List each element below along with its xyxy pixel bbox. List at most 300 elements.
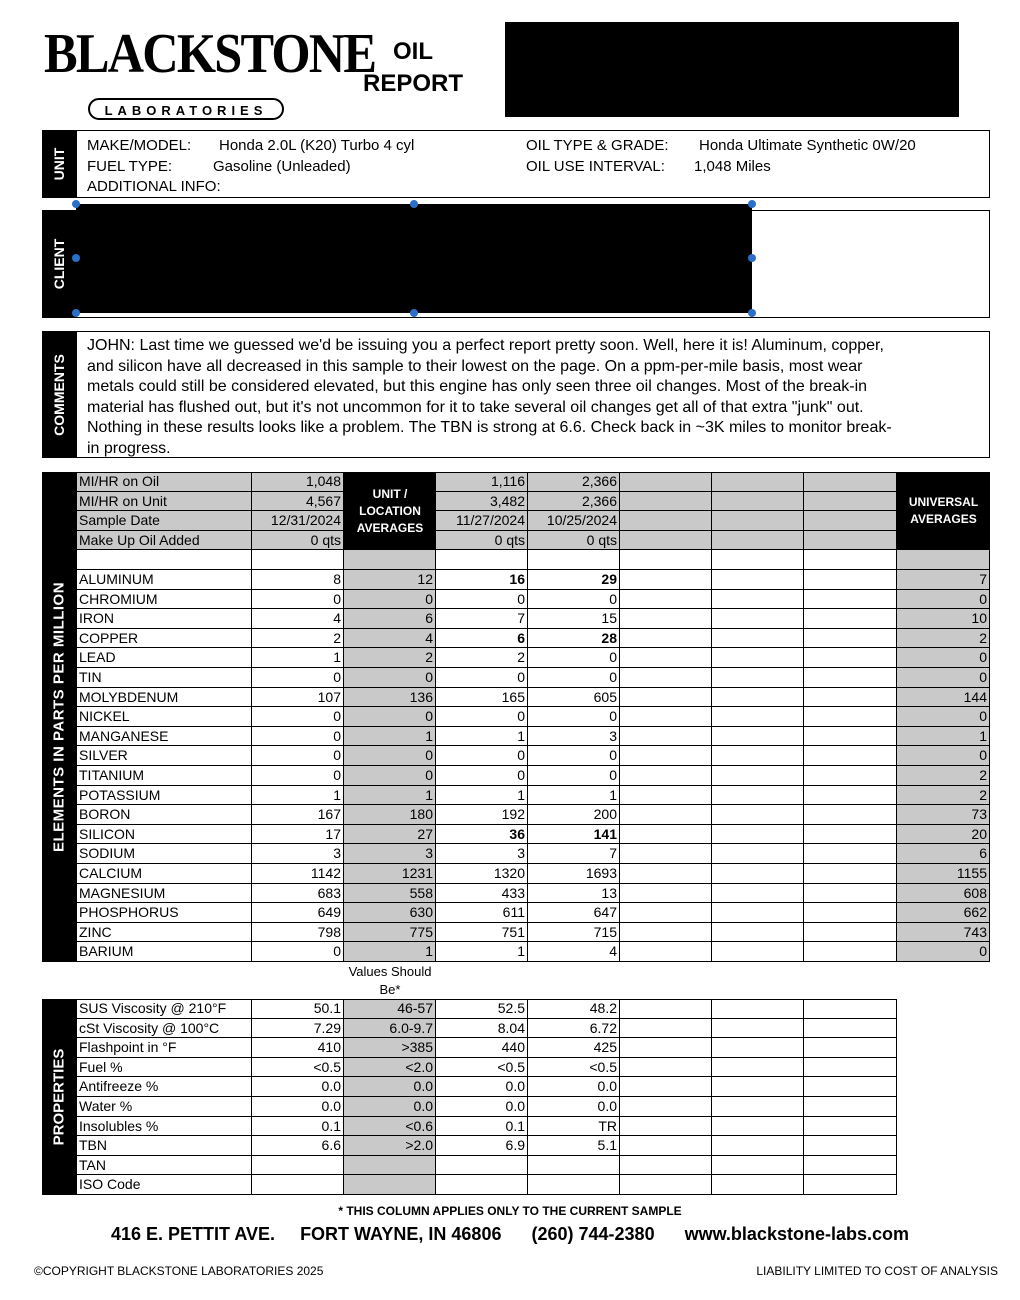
element-universal-average: 608 — [897, 884, 990, 904]
footer-contact — [0, 1224, 1020, 1245]
oil-type-value: Honda Ultimate Synthetic 0W/20 — [699, 137, 916, 154]
element-unit-average: 1 — [344, 786, 436, 806]
element-empty-cell — [620, 923, 712, 943]
property-empty-cell — [620, 999, 712, 1019]
element-current-sample: 683 — [252, 884, 344, 904]
property-should-be: 46-57 — [344, 999, 436, 1019]
element-sample-3: 13 — [528, 884, 620, 904]
element-empty-cell — [712, 648, 804, 668]
info-empty-cell — [620, 511, 712, 531]
redacted-header-block — [505, 22, 959, 117]
info-current-sample: 12/31/2024 — [252, 511, 344, 531]
property-should-be: >385 — [344, 1038, 436, 1058]
element-universal-average: 7 — [897, 570, 990, 590]
element-current-sample: 1 — [252, 786, 344, 806]
element-unit-average: 1 — [344, 942, 436, 962]
property-empty-cell — [804, 1117, 897, 1137]
property-empty-cell — [804, 1038, 897, 1058]
property-sample-3: 48.2 — [528, 999, 620, 1019]
property-sample-2 — [436, 1175, 528, 1195]
element-unit-average: 558 — [344, 884, 436, 904]
element-empty-cell — [804, 727, 897, 747]
element-empty-cell — [712, 668, 804, 688]
element-sample-3: 605 — [528, 688, 620, 708]
element-empty-cell — [712, 688, 804, 708]
element-universal-average: 20 — [897, 825, 990, 845]
element-name: BARIUM — [76, 942, 252, 962]
element-empty-cell — [712, 903, 804, 923]
comments-text: JOHN: Last time we guessed we'd be issuing you a perfect report pretty soon. Well, here it is! Aluminum, copper, and silicon have all decreased in this sample to their lowest on the page. On a ppm-per-mile basis, most wear metals could still be considered elevated, but this engine has only seen three oil changes. Most of the break-in material has flushed out, but it's not uncommon for it to take several oil changes get all of that extra "junk" out. Nothing in these results looks like a problem. The TBN is strong at 6.6. Check back in ~3K miles to monitor break-in progress. — [87, 337, 892, 457]
element-current-sample: 1142 — [252, 864, 344, 884]
element-name: TITANIUM — [76, 766, 252, 786]
element-universal-average: 0 — [897, 648, 990, 668]
element-unit-average: 180 — [344, 805, 436, 825]
spacer-cell — [712, 550, 804, 570]
element-sample-2: 611 — [436, 903, 528, 923]
spacer-cell — [897, 550, 990, 570]
resize-handle-mr[interactable] — [748, 254, 756, 262]
element-sample-3: 0 — [528, 590, 620, 610]
footer-phone: (260) 744-2380 — [531, 1224, 655, 1244]
footer-note: * THIS COLUMN APPLIES ONLY TO THE CURRENT SAMPLE — [338, 1204, 682, 1218]
element-current-sample: 0 — [252, 707, 344, 727]
property-current-sample: 410 — [252, 1038, 344, 1058]
element-empty-cell — [712, 609, 804, 629]
footer-copyright: ©COPYRIGHT BLACKSTONE LABORATORIES 2025 — [34, 1264, 324, 1278]
element-sample-3: 0 — [528, 668, 620, 688]
property-empty-cell — [712, 1136, 804, 1156]
element-sample-2: 16 — [436, 570, 528, 590]
element-empty-cell — [712, 570, 804, 590]
unit-location-averages-header: UNIT / LOCATION AVERAGES — [344, 472, 436, 550]
comments-section-label: COMMENTS — [42, 331, 76, 458]
info-sample-3: 0 qts — [528, 531, 620, 551]
resize-handle-tc[interactable] — [410, 200, 418, 208]
property-name: Flashpoint in °F — [76, 1038, 252, 1058]
property-should-be: 0.0 — [344, 1077, 436, 1097]
element-unit-average: 0 — [344, 668, 436, 688]
property-empty-cell — [712, 1156, 804, 1176]
element-sample-2: 7 — [436, 609, 528, 629]
property-sample-3: 0.0 — [528, 1077, 620, 1097]
element-empty-cell — [712, 590, 804, 610]
info-row-label: Make Up Oil Added — [76, 531, 252, 551]
property-name: Water % — [76, 1097, 252, 1117]
element-empty-cell — [804, 903, 897, 923]
element-universal-average: 10 — [897, 609, 990, 629]
element-universal-average: 2 — [897, 766, 990, 786]
property-empty-cell — [712, 1038, 804, 1058]
property-current-sample: 0.0 — [252, 1097, 344, 1117]
property-sample-3: 0.0 — [528, 1097, 620, 1117]
element-name: MOLYBDENUM — [76, 688, 252, 708]
element-empty-cell — [620, 570, 712, 590]
element-empty-cell — [712, 746, 804, 766]
info-sample-2: 3,482 — [436, 492, 528, 512]
oil-interval-value: 1,048 Miles — [694, 157, 771, 175]
info-sample-2: 1,116 — [436, 472, 528, 492]
element-name: IRON — [76, 609, 252, 629]
property-sample-2: 6.9 — [436, 1136, 528, 1156]
element-sample-3: 15 — [528, 609, 620, 629]
element-empty-cell — [620, 884, 712, 904]
redacted-client-block[interactable] — [76, 204, 752, 313]
element-name: CHROMIUM — [76, 590, 252, 610]
element-empty-cell — [804, 766, 897, 786]
property-name: Antifreeze % — [76, 1077, 252, 1097]
footer-address: 416 E. PETTIT AVE. — [110, 1224, 276, 1244]
element-sample-2: 165 — [436, 688, 528, 708]
element-empty-cell — [620, 629, 712, 649]
report-title-line1: OIL — [393, 38, 433, 65]
element-empty-cell — [620, 786, 712, 806]
element-name: CALCIUM — [76, 864, 252, 884]
element-empty-cell — [804, 629, 897, 649]
info-empty-cell — [804, 531, 897, 551]
element-sample-3: 0 — [528, 746, 620, 766]
footer-city: FORT WAYNE, IN 46806 — [300, 1224, 502, 1244]
property-empty-cell — [804, 999, 897, 1019]
element-sample-3: 647 — [528, 903, 620, 923]
property-current-sample: 50.1 — [252, 999, 344, 1019]
property-empty-cell — [620, 1156, 712, 1176]
property-empty-cell — [712, 1077, 804, 1097]
property-empty-cell — [620, 1175, 712, 1195]
footer-website[interactable]: www.blackstone-labs.com — [684, 1224, 909, 1244]
property-should-be: <2.0 — [344, 1058, 436, 1078]
info-empty-cell — [620, 472, 712, 492]
oil-interval-label: OIL USE INTERVAL: — [526, 157, 665, 175]
property-sample-2: 8.04 — [436, 1019, 528, 1039]
property-empty-cell — [712, 1117, 804, 1137]
element-sample-3: 7 — [528, 844, 620, 864]
footer-liability: LIABILITY LIMITED TO COST OF ANALYSIS — [756, 1264, 998, 1278]
element-empty-cell — [804, 707, 897, 727]
property-empty-cell — [712, 1019, 804, 1039]
element-empty-cell — [620, 746, 712, 766]
logo-wordmark: BLACKSTONE — [44, 23, 376, 85]
element-universal-average: 2 — [897, 629, 990, 649]
property-should-be — [344, 1175, 436, 1195]
property-sample-3: 6.72 — [528, 1019, 620, 1039]
element-sample-2: 0 — [436, 668, 528, 688]
element-name: TIN — [76, 668, 252, 688]
spacer-cell — [528, 550, 620, 570]
property-empty-cell — [804, 1077, 897, 1097]
element-empty-cell — [804, 609, 897, 629]
property-name: SUS Viscosity @ 210°F — [76, 999, 252, 1019]
element-sample-3: 4 — [528, 942, 620, 962]
element-unit-average: 6 — [344, 609, 436, 629]
element-sample-2: 192 — [436, 805, 528, 825]
unit-left-column — [87, 136, 414, 198]
element-sample-2: 6 — [436, 629, 528, 649]
info-sample-3: 2,366 — [528, 472, 620, 492]
element-unit-average: 1231 — [344, 864, 436, 884]
element-name: ALUMINUM — [76, 570, 252, 590]
element-empty-cell — [804, 688, 897, 708]
property-empty-cell — [620, 1038, 712, 1058]
element-empty-cell — [620, 590, 712, 610]
element-empty-cell — [712, 805, 804, 825]
property-empty-cell — [804, 1156, 897, 1176]
element-name: MAGNESIUM — [76, 884, 252, 904]
element-name: NICKEL — [76, 707, 252, 727]
element-sample-3: 0 — [528, 707, 620, 727]
element-name: LEAD — [76, 648, 252, 668]
element-empty-cell — [804, 844, 897, 864]
info-sample-2: 0 qts — [436, 531, 528, 551]
property-empty-cell — [620, 1136, 712, 1156]
property-empty-cell — [620, 1058, 712, 1078]
client-section-label: CLIENT — [42, 210, 76, 318]
element-current-sample: 8 — [252, 570, 344, 590]
element-sample-2: 1 — [436, 942, 528, 962]
element-empty-cell — [620, 864, 712, 884]
property-empty-cell — [804, 1097, 897, 1117]
element-empty-cell — [804, 590, 897, 610]
info-current-sample: 0 qts — [252, 531, 344, 551]
element-universal-average: 1155 — [897, 864, 990, 884]
property-empty-cell — [620, 1117, 712, 1137]
element-unit-average: 4 — [344, 629, 436, 649]
property-name: TAN — [76, 1156, 252, 1176]
property-empty-cell — [804, 1136, 897, 1156]
make-model-value: Honda 2.0L (K20) Turbo 4 cyl — [219, 137, 415, 154]
element-universal-average: 0 — [897, 668, 990, 688]
unit-right-column — [526, 136, 916, 177]
info-current-sample: 1,048 — [252, 472, 344, 492]
info-empty-cell — [804, 492, 897, 512]
report-title-line2: REPORT — [362, 70, 463, 97]
element-empty-cell — [804, 786, 897, 806]
element-empty-cell — [620, 766, 712, 786]
element-current-sample: 17 — [252, 825, 344, 845]
resize-handle-bl[interactable] — [72, 309, 80, 317]
info-row-label: MI/HR on Oil — [76, 472, 252, 492]
element-sample-2: 0 — [436, 707, 528, 727]
property-sample-2: <0.5 — [436, 1058, 528, 1078]
element-empty-cell — [804, 570, 897, 590]
spacer-cell — [804, 550, 897, 570]
element-universal-average: 6 — [897, 844, 990, 864]
element-empty-cell — [804, 825, 897, 845]
property-empty-cell — [804, 1175, 897, 1195]
element-name: SILICON — [76, 825, 252, 845]
element-universal-average: 0 — [897, 746, 990, 766]
element-empty-cell — [620, 688, 712, 708]
element-empty-cell — [620, 903, 712, 923]
property-name: cSt Viscosity @ 100°C — [76, 1019, 252, 1039]
element-sample-2: 433 — [436, 884, 528, 904]
property-current-sample: 0.1 — [252, 1117, 344, 1137]
spacer-cell — [252, 550, 344, 570]
element-unit-average: 0 — [344, 707, 436, 727]
element-empty-cell — [620, 609, 712, 629]
info-sample-2: 11/27/2024 — [436, 511, 528, 531]
make-model-label: MAKE/MODEL: — [87, 137, 192, 154]
property-empty-cell — [804, 1019, 897, 1039]
element-sample-3: 28 — [528, 629, 620, 649]
element-empty-cell — [712, 766, 804, 786]
property-sample-2: 52.5 — [436, 999, 528, 1019]
property-empty-cell — [712, 999, 804, 1019]
property-sample-3: 5.1 — [528, 1136, 620, 1156]
elements-section-label: ELEMENTS IN PARTS PER MILLION — [42, 472, 76, 962]
property-should-be: 0.0 — [344, 1097, 436, 1117]
property-name: TBN — [76, 1136, 252, 1156]
element-name: SODIUM — [76, 844, 252, 864]
element-current-sample: 2 — [252, 629, 344, 649]
element-empty-cell — [620, 727, 712, 747]
resize-handle-ml[interactable] — [72, 254, 80, 262]
element-current-sample: 0 — [252, 590, 344, 610]
unit-section-label: UNIT — [42, 130, 76, 198]
property-name: Fuel % — [76, 1058, 252, 1078]
element-name: ZINC — [76, 923, 252, 943]
element-empty-cell — [804, 746, 897, 766]
oil-type-label: OIL TYPE & GRADE: — [526, 137, 669, 154]
element-unit-average: 1 — [344, 727, 436, 747]
element-current-sample: 167 — [252, 805, 344, 825]
info-empty-cell — [620, 531, 712, 551]
element-empty-cell — [712, 786, 804, 806]
element-sample-2: 2 — [436, 648, 528, 668]
info-current-sample: 4,567 — [252, 492, 344, 512]
element-empty-cell — [804, 884, 897, 904]
element-unit-average: 0 — [344, 766, 436, 786]
element-name: PHOSPHORUS — [76, 903, 252, 923]
property-sample-2 — [436, 1156, 528, 1176]
element-sample-3: 200 — [528, 805, 620, 825]
element-sample-3: 141 — [528, 825, 620, 845]
element-unit-average: 3 — [344, 844, 436, 864]
property-sample-3: TR — [528, 1117, 620, 1137]
element-current-sample: 0 — [252, 746, 344, 766]
element-empty-cell — [804, 923, 897, 943]
info-empty-cell — [712, 492, 804, 512]
element-sample-2: 1 — [436, 727, 528, 747]
element-universal-average: 144 — [897, 688, 990, 708]
element-sample-2: 0 — [436, 766, 528, 786]
element-sample-3: 715 — [528, 923, 620, 943]
property-empty-cell — [620, 1097, 712, 1117]
element-unit-average: 630 — [344, 903, 436, 923]
property-empty-cell — [620, 1077, 712, 1097]
element-universal-average: 1 — [897, 727, 990, 747]
properties-section-label: PROPERTIES — [42, 999, 76, 1195]
element-empty-cell — [712, 825, 804, 845]
fuel-type-value: Gasoline (Unleaded) — [213, 157, 351, 175]
resize-handle-tl[interactable] — [72, 200, 80, 208]
element-empty-cell — [712, 884, 804, 904]
property-current-sample — [252, 1156, 344, 1176]
property-name: Insolubles % — [76, 1117, 252, 1137]
property-sample-3: 425 — [528, 1038, 620, 1058]
element-current-sample: 649 — [252, 903, 344, 923]
property-sample-2: 0.0 — [436, 1077, 528, 1097]
element-name: SILVER — [76, 746, 252, 766]
element-empty-cell — [620, 942, 712, 962]
property-sample-3: <0.5 — [528, 1058, 620, 1078]
element-empty-cell — [712, 923, 804, 943]
element-empty-cell — [712, 727, 804, 747]
element-empty-cell — [712, 844, 804, 864]
info-sample-3: 2,366 — [528, 492, 620, 512]
element-current-sample: 107 — [252, 688, 344, 708]
property-should-be: 6.0-9.7 — [344, 1019, 436, 1039]
element-empty-cell — [712, 629, 804, 649]
element-empty-cell — [804, 668, 897, 688]
spacer-cell — [620, 550, 712, 570]
property-should-be: >2.0 — [344, 1136, 436, 1156]
element-unit-average: 775 — [344, 923, 436, 943]
element-name: MANGANESE — [76, 727, 252, 747]
blackstone-logo — [44, 22, 376, 122]
info-sample-3: 10/25/2024 — [528, 511, 620, 531]
element-current-sample: 0 — [252, 727, 344, 747]
resize-handle-bc[interactable] — [410, 309, 418, 317]
element-empty-cell — [804, 864, 897, 884]
element-sample-2: 751 — [436, 923, 528, 943]
element-sample-2: 3 — [436, 844, 528, 864]
element-empty-cell — [620, 844, 712, 864]
unit-info-box — [76, 130, 990, 198]
element-sample-3: 0 — [528, 766, 620, 786]
info-empty-cell — [804, 511, 897, 531]
property-current-sample: 6.6 — [252, 1136, 344, 1156]
resize-handle-tr[interactable] — [748, 200, 756, 208]
element-current-sample: 0 — [252, 668, 344, 688]
report-title — [345, 36, 481, 100]
fuel-type-label: FUEL TYPE: — [87, 157, 173, 175]
property-empty-cell — [712, 1175, 804, 1195]
element-current-sample: 0 — [252, 766, 344, 786]
element-sample-3: 29 — [528, 570, 620, 590]
info-empty-cell — [712, 511, 804, 531]
info-row-label: MI/HR on Unit — [76, 492, 252, 512]
element-empty-cell — [712, 942, 804, 962]
element-empty-cell — [620, 707, 712, 727]
element-unit-average: 12 — [344, 570, 436, 590]
property-empty-cell — [712, 1097, 804, 1117]
element-universal-average: 73 — [897, 805, 990, 825]
element-empty-cell — [620, 648, 712, 668]
element-sample-3: 3 — [528, 727, 620, 747]
property-current-sample: 7.29 — [252, 1019, 344, 1039]
resize-handle-br[interactable] — [748, 309, 756, 317]
element-sample-2: 0 — [436, 590, 528, 610]
info-empty-cell — [620, 492, 712, 512]
comments-box — [76, 331, 990, 458]
element-empty-cell — [712, 707, 804, 727]
element-current-sample: 0 — [252, 942, 344, 962]
element-empty-cell — [620, 668, 712, 688]
property-empty-cell — [712, 1058, 804, 1078]
element-current-sample: 4 — [252, 609, 344, 629]
element-unit-average: 136 — [344, 688, 436, 708]
property-current-sample: <0.5 — [252, 1058, 344, 1078]
property-sample-2: 0.0 — [436, 1097, 528, 1117]
additional-info-label: ADDITIONAL INFO: — [87, 178, 221, 195]
property-sample-3 — [528, 1175, 620, 1195]
property-sample-2: 0.1 — [436, 1117, 528, 1137]
element-empty-cell — [712, 864, 804, 884]
element-sample-3: 0 — [528, 648, 620, 668]
element-empty-cell — [620, 825, 712, 845]
element-universal-average: 0 — [897, 942, 990, 962]
info-empty-cell — [804, 472, 897, 492]
